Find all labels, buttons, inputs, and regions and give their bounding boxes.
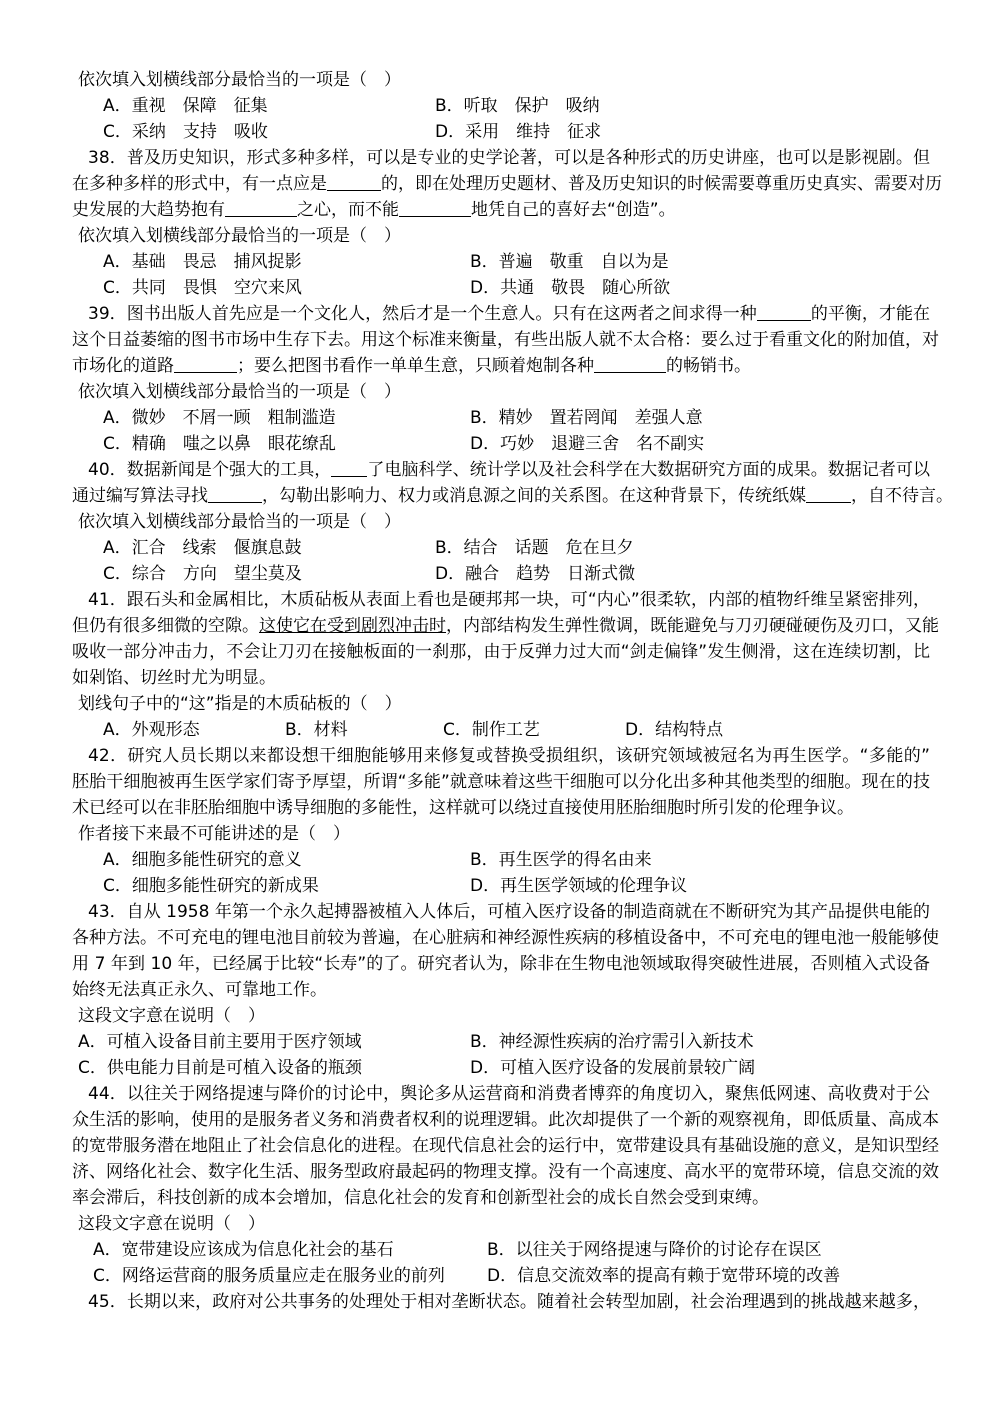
option-row bbox=[0, 405, 991, 431]
answer-option[interactable]: D．信息交流效率的提高有赖于宽带环境的改善 bbox=[487, 1266, 841, 1286]
paragraph-line bbox=[0, 925, 991, 951]
answer-option[interactable]: D．可植入医疗设备的发展前景较广阔 bbox=[470, 1058, 756, 1078]
fill-in-blank bbox=[208, 484, 262, 503]
text-segment: 依次填入划横线部分最恰当的一项是（ ） bbox=[78, 382, 401, 402]
answer-option[interactable]: C．综合 方向 望尘莫及 bbox=[103, 564, 302, 584]
paragraph-line bbox=[0, 951, 991, 977]
text-line bbox=[88, 587, 930, 613]
fill-in-blank bbox=[399, 198, 471, 217]
text-line bbox=[88, 743, 930, 769]
question-prompt-line bbox=[0, 821, 991, 847]
text-segment: 45．长期以来，政府对公共事务的处理处于相对垄断状态。随着社会转型加剧，社会治理遇到的挑战越来越多， bbox=[88, 1292, 930, 1312]
text-segment: 史发展的大趋势抱有 bbox=[72, 200, 225, 220]
text-line bbox=[78, 1003, 265, 1029]
text-segment: 的平衡，才能在 bbox=[810, 304, 931, 324]
paragraph-line bbox=[0, 171, 991, 197]
text-segment: 39．图书出版人首先应是一个文化人，然后才是一个生意人。只有在这两者之间求得一种 bbox=[88, 304, 757, 324]
fill-in-blank bbox=[225, 198, 297, 217]
answer-option[interactable]: B．结合 话题 危在旦夕 bbox=[435, 538, 634, 558]
text-segment: 38．普及历史知识，形式多种多样，可以是专业的史学论著，可以是各种形式的历史讲座，也可以是影视剧。但 bbox=[88, 148, 930, 168]
text-segment: 43．自从 1958 年第一个永久起搏器被植入人体后，可植入医疗设备的制造商就在不断研究为其产品提供电能的 bbox=[88, 902, 930, 922]
text-segment: 各种方法。不可充电的锂电池目前较为普遍，在心脏病和神经源性疾病的移植设备中，不可充电的锂电池一般能够使 bbox=[72, 928, 939, 948]
option-row bbox=[0, 1263, 991, 1289]
text-segment: 这个日益萎缩的图书市场中生存下去。用这个标准来衡量，有些出版人就不太合格：要么过于看重文化的附加值，对 bbox=[72, 330, 939, 350]
option-row bbox=[0, 275, 991, 301]
paragraph-line bbox=[0, 1107, 991, 1133]
text-segment: 42．研究人员长期以来都设想干细胞能够用来修复或替换受损组织，该研究领域被冠名为再生医学。“多能的” bbox=[88, 746, 930, 766]
option-row bbox=[0, 535, 991, 561]
paragraph-line bbox=[0, 587, 991, 613]
text-segment: 吸收一部分冲击力，不会让刀刃在接触板面的一刹那，由于反弹力过大而“剑走偏锋”发生侧滑，这在连续切割，比 bbox=[72, 642, 930, 662]
text-segment: 之心，而不能 bbox=[297, 200, 399, 220]
text-segment: 依次填入划横线部分最恰当的一项是（ ） bbox=[78, 512, 401, 532]
text-segment: 依次填入划横线部分最恰当的一项是（ ） bbox=[78, 70, 401, 90]
option-row bbox=[0, 1029, 991, 1055]
text-segment: 但仍有很多细微的空隙。 bbox=[72, 616, 259, 636]
question-prompt-line bbox=[0, 1211, 991, 1237]
text-line bbox=[72, 197, 676, 223]
paragraph-line bbox=[0, 1289, 991, 1315]
text-line bbox=[88, 1289, 930, 1315]
text-line bbox=[72, 665, 276, 691]
text-segment: 通过编写算法寻找 bbox=[72, 486, 208, 506]
text-line bbox=[72, 795, 854, 821]
question-prompt-line bbox=[0, 691, 991, 717]
text-segment: 用 7 年到 10 年，已经属于比较“长寿”的了。研究者认为，除非在生物电池领域取得突破性进展，否则植入式设备 bbox=[72, 954, 930, 974]
answer-option[interactable]: C．网络运营商的服务质量应走在服务业的前列 bbox=[93, 1266, 445, 1286]
text-line bbox=[78, 67, 401, 93]
option-row bbox=[0, 873, 991, 899]
answer-option[interactable]: D．共通 敬畏 随心所欲 bbox=[470, 278, 671, 298]
option-row bbox=[0, 847, 991, 873]
paragraph-line bbox=[0, 353, 991, 379]
option-row bbox=[0, 93, 991, 119]
paragraph-line bbox=[0, 743, 991, 769]
question-prompt-line bbox=[0, 223, 991, 249]
answer-option[interactable]: D．再生医学领域的伦理争议 bbox=[470, 876, 688, 896]
text-segment: 了电脑科学、统计学以及社会科学在大数据研究方面的成果。数据记者可以 bbox=[367, 460, 930, 480]
answer-option[interactable]: D．巧妙 退避三舍 名不副实 bbox=[470, 434, 705, 454]
paragraph-line bbox=[0, 145, 991, 171]
answer-option[interactable]: D．融合 趋势 日渐式微 bbox=[435, 564, 636, 584]
answer-option[interactable]: A．细胞多能性研究的意义 bbox=[103, 850, 302, 870]
text-line bbox=[72, 769, 930, 795]
text-line bbox=[72, 171, 942, 197]
text-line bbox=[72, 483, 953, 509]
text-line bbox=[78, 691, 402, 717]
paragraph-line bbox=[0, 1133, 991, 1159]
answer-option[interactable]: D．结构特点 bbox=[625, 720, 724, 740]
option-row bbox=[0, 119, 991, 145]
text-line bbox=[88, 145, 930, 171]
text-segment: 众生活的影响，使用的是服务者义务和消费者权利的说理逻辑。此次却提供了一个新的观察视角，即低质量、高成本 bbox=[72, 1110, 939, 1130]
paragraph-line bbox=[0, 197, 991, 223]
text-segment: 的，即在处理历史题材、普及历史知识的时候需要尊重历史真实、需要对历 bbox=[381, 174, 942, 194]
text-line bbox=[72, 327, 939, 353]
text-line bbox=[78, 1211, 265, 1237]
text-line bbox=[72, 1107, 939, 1133]
paragraph-line bbox=[0, 665, 991, 691]
paragraph-line bbox=[0, 899, 991, 925]
text-line bbox=[72, 1159, 939, 1185]
paragraph-line bbox=[0, 1185, 991, 1211]
text-segment: 依次填入划横线部分最恰当的一项是（ ） bbox=[78, 226, 401, 246]
option-row bbox=[0, 1055, 991, 1081]
text-segment: 41．跟石头和金属相比，木质砧板从表面上看也是硬邦邦一块，可“内心”很柔软，内部的植物纤维呈紧密排列， bbox=[88, 590, 930, 610]
text-line bbox=[72, 1185, 769, 1211]
paragraph-line bbox=[0, 327, 991, 353]
text-segment: 作者接下来最不可能讲述的是（ ） bbox=[78, 824, 350, 844]
fill-in-blank bbox=[806, 484, 851, 503]
text-segment: ，内部结构发生弹性微调，既能避免与刀刃硬碰硬伤及刃口，又能 bbox=[446, 616, 939, 636]
text-segment: ，自不待言。 bbox=[851, 486, 953, 506]
answer-option[interactable]: D．采用 维持 征求 bbox=[435, 122, 602, 142]
text-line bbox=[72, 1133, 939, 1159]
answer-option[interactable]: B．材料 bbox=[285, 720, 348, 740]
text-line bbox=[72, 925, 939, 951]
paragraph-line bbox=[0, 977, 991, 1003]
text-line bbox=[78, 821, 350, 847]
text-segment: 市场化的道路 bbox=[72, 356, 174, 376]
fill-in-blank bbox=[757, 302, 811, 321]
text-segment: ；要么把图书看作一单单生意，只顾着炮制各种 bbox=[237, 356, 594, 376]
option-row bbox=[0, 1237, 991, 1263]
text-line bbox=[88, 1081, 930, 1107]
answer-option[interactable]: B．普遍 敬重 自以为是 bbox=[470, 252, 669, 272]
text-segment: 地凭自己的喜好去“创造”。 bbox=[471, 200, 676, 220]
text-line bbox=[72, 977, 327, 1003]
text-segment: 40．数据新闻是个强大的工具， bbox=[88, 460, 332, 480]
option-row bbox=[0, 431, 991, 457]
question-prompt-line bbox=[0, 1003, 991, 1029]
underlined-sentence: 这使它在受到剧烈冲击时 bbox=[259, 616, 446, 636]
answer-option[interactable]: B．精妙 置若罔闻 差强人意 bbox=[470, 408, 703, 428]
text-segment: 始终无法真正永久、可靠地工作。 bbox=[72, 980, 327, 1000]
question-prompt-line bbox=[0, 379, 991, 405]
paragraph-line bbox=[0, 1159, 991, 1185]
answer-option[interactable]: A．重视 保障 征集 bbox=[103, 96, 268, 116]
text-line bbox=[88, 457, 930, 483]
text-line bbox=[72, 353, 751, 379]
text-line bbox=[78, 509, 401, 535]
answer-option[interactable]: C．细胞多能性研究的新成果 bbox=[103, 876, 319, 896]
exam-document bbox=[0, 67, 991, 1315]
answer-option[interactable]: C．采纳 支持 吸收 bbox=[103, 122, 268, 142]
fill-in-blank bbox=[174, 354, 237, 373]
paragraph-line bbox=[0, 769, 991, 795]
answer-option[interactable]: A．微妙 不屑一顾 粗制滥造 bbox=[103, 408, 336, 428]
question-prompt-line bbox=[0, 67, 991, 93]
answer-option[interactable]: B．听取 保护 吸纳 bbox=[435, 96, 600, 116]
paragraph-line bbox=[0, 301, 991, 327]
text-segment: 在多种多样的形式中，有一点应是 bbox=[72, 174, 327, 194]
answer-option[interactable]: C．制作工艺 bbox=[443, 720, 540, 740]
text-segment: 的宽带服务潜在地阻止了社会信息化的进程。在现代信息社会的运行中，宽带建设具有基础设施的意义，是知识型经 bbox=[72, 1136, 939, 1156]
text-segment: 的畅销书。 bbox=[666, 356, 751, 376]
fill-in-blank bbox=[331, 458, 367, 477]
answer-option[interactable]: B．以往关于网络提速与降价的讨论存在误区 bbox=[487, 1240, 822, 1260]
question-prompt-line bbox=[0, 509, 991, 535]
text-segment: 这段文字意在说明（ ） bbox=[78, 1214, 265, 1234]
text-segment: 44．以往关于网络提速与降价的讨论中，舆论多从运营商和消费者博弈的角度切入，聚焦低网速、高收费对于公 bbox=[88, 1084, 930, 1104]
text-segment: ，勾勒出影响力、权力或消息源之间的关系图。在这种背景下，传统纸媒 bbox=[262, 486, 806, 506]
option-row bbox=[0, 717, 991, 743]
text-segment: 划线句子中的“这”指是的木质砧板的（ ） bbox=[78, 694, 402, 714]
paragraph-line bbox=[0, 483, 991, 509]
text-line bbox=[78, 379, 401, 405]
text-segment: 这段文字意在说明（ ） bbox=[78, 1006, 265, 1026]
answer-option[interactable]: C．共同 畏惧 空穴来风 bbox=[103, 278, 302, 298]
paragraph-line bbox=[0, 1081, 991, 1107]
answer-option[interactable]: B．神经源性疾病的治疗需引入新技术 bbox=[470, 1032, 754, 1052]
fill-in-blank bbox=[594, 354, 666, 373]
answer-option[interactable]: C．精确 嗤之以鼻 眼花缭乱 bbox=[103, 434, 336, 454]
paragraph-line bbox=[0, 639, 991, 665]
text-segment: 术已经可以在非胚胎细胞中诱导细胞的多能性，这样就可以绕过直接使用胚胎细胞时所引发的伦理争议。 bbox=[72, 798, 854, 818]
answer-option[interactable]: A．可植入设备目前主要用于医疗领域 bbox=[78, 1032, 362, 1052]
option-row bbox=[0, 561, 991, 587]
text-line bbox=[72, 951, 930, 977]
text-line bbox=[88, 301, 930, 327]
option-row bbox=[0, 249, 991, 275]
answer-option[interactable]: A．宽带建设应该成为信息化社会的基石 bbox=[93, 1240, 394, 1260]
paragraph-line bbox=[0, 795, 991, 821]
text-line bbox=[72, 613, 939, 639]
text-segment: 如剁馅、切丝时尤为明显。 bbox=[72, 668, 276, 688]
text-line bbox=[88, 899, 930, 925]
text-segment: 济、网络化社会、数字化生活、服务型政府最起码的物理支撑。没有一个高速度、高水平的宽带环境，信息交流的效 bbox=[72, 1162, 939, 1182]
paragraph-line bbox=[0, 457, 991, 483]
text-line bbox=[78, 223, 401, 249]
text-segment: 胚胎干细胞被再生医学家们寄予厚望，所谓“多能”就意味着这些干细胞可以分化出多种其他类型的细胞。现在的技 bbox=[72, 772, 930, 792]
answer-option[interactable]: A．基础 畏忌 捕风捉影 bbox=[103, 252, 302, 272]
answer-option[interactable]: C．供电能力目前是可植入设备的瓶颈 bbox=[78, 1058, 362, 1078]
answer-option[interactable]: B．再生医学的得名由来 bbox=[470, 850, 652, 870]
fill-in-blank bbox=[327, 172, 381, 191]
answer-option[interactable]: A．汇合 线索 偃旗息鼓 bbox=[103, 538, 302, 558]
text-segment: 率会滞后，科技创新的成本会增加，信息化社会的发育和创新型社会的成长自然会受到束缚。 bbox=[72, 1188, 769, 1208]
answer-option[interactable]: A．外观形态 bbox=[103, 720, 200, 740]
paragraph-line bbox=[0, 613, 991, 639]
text-line bbox=[72, 639, 930, 665]
